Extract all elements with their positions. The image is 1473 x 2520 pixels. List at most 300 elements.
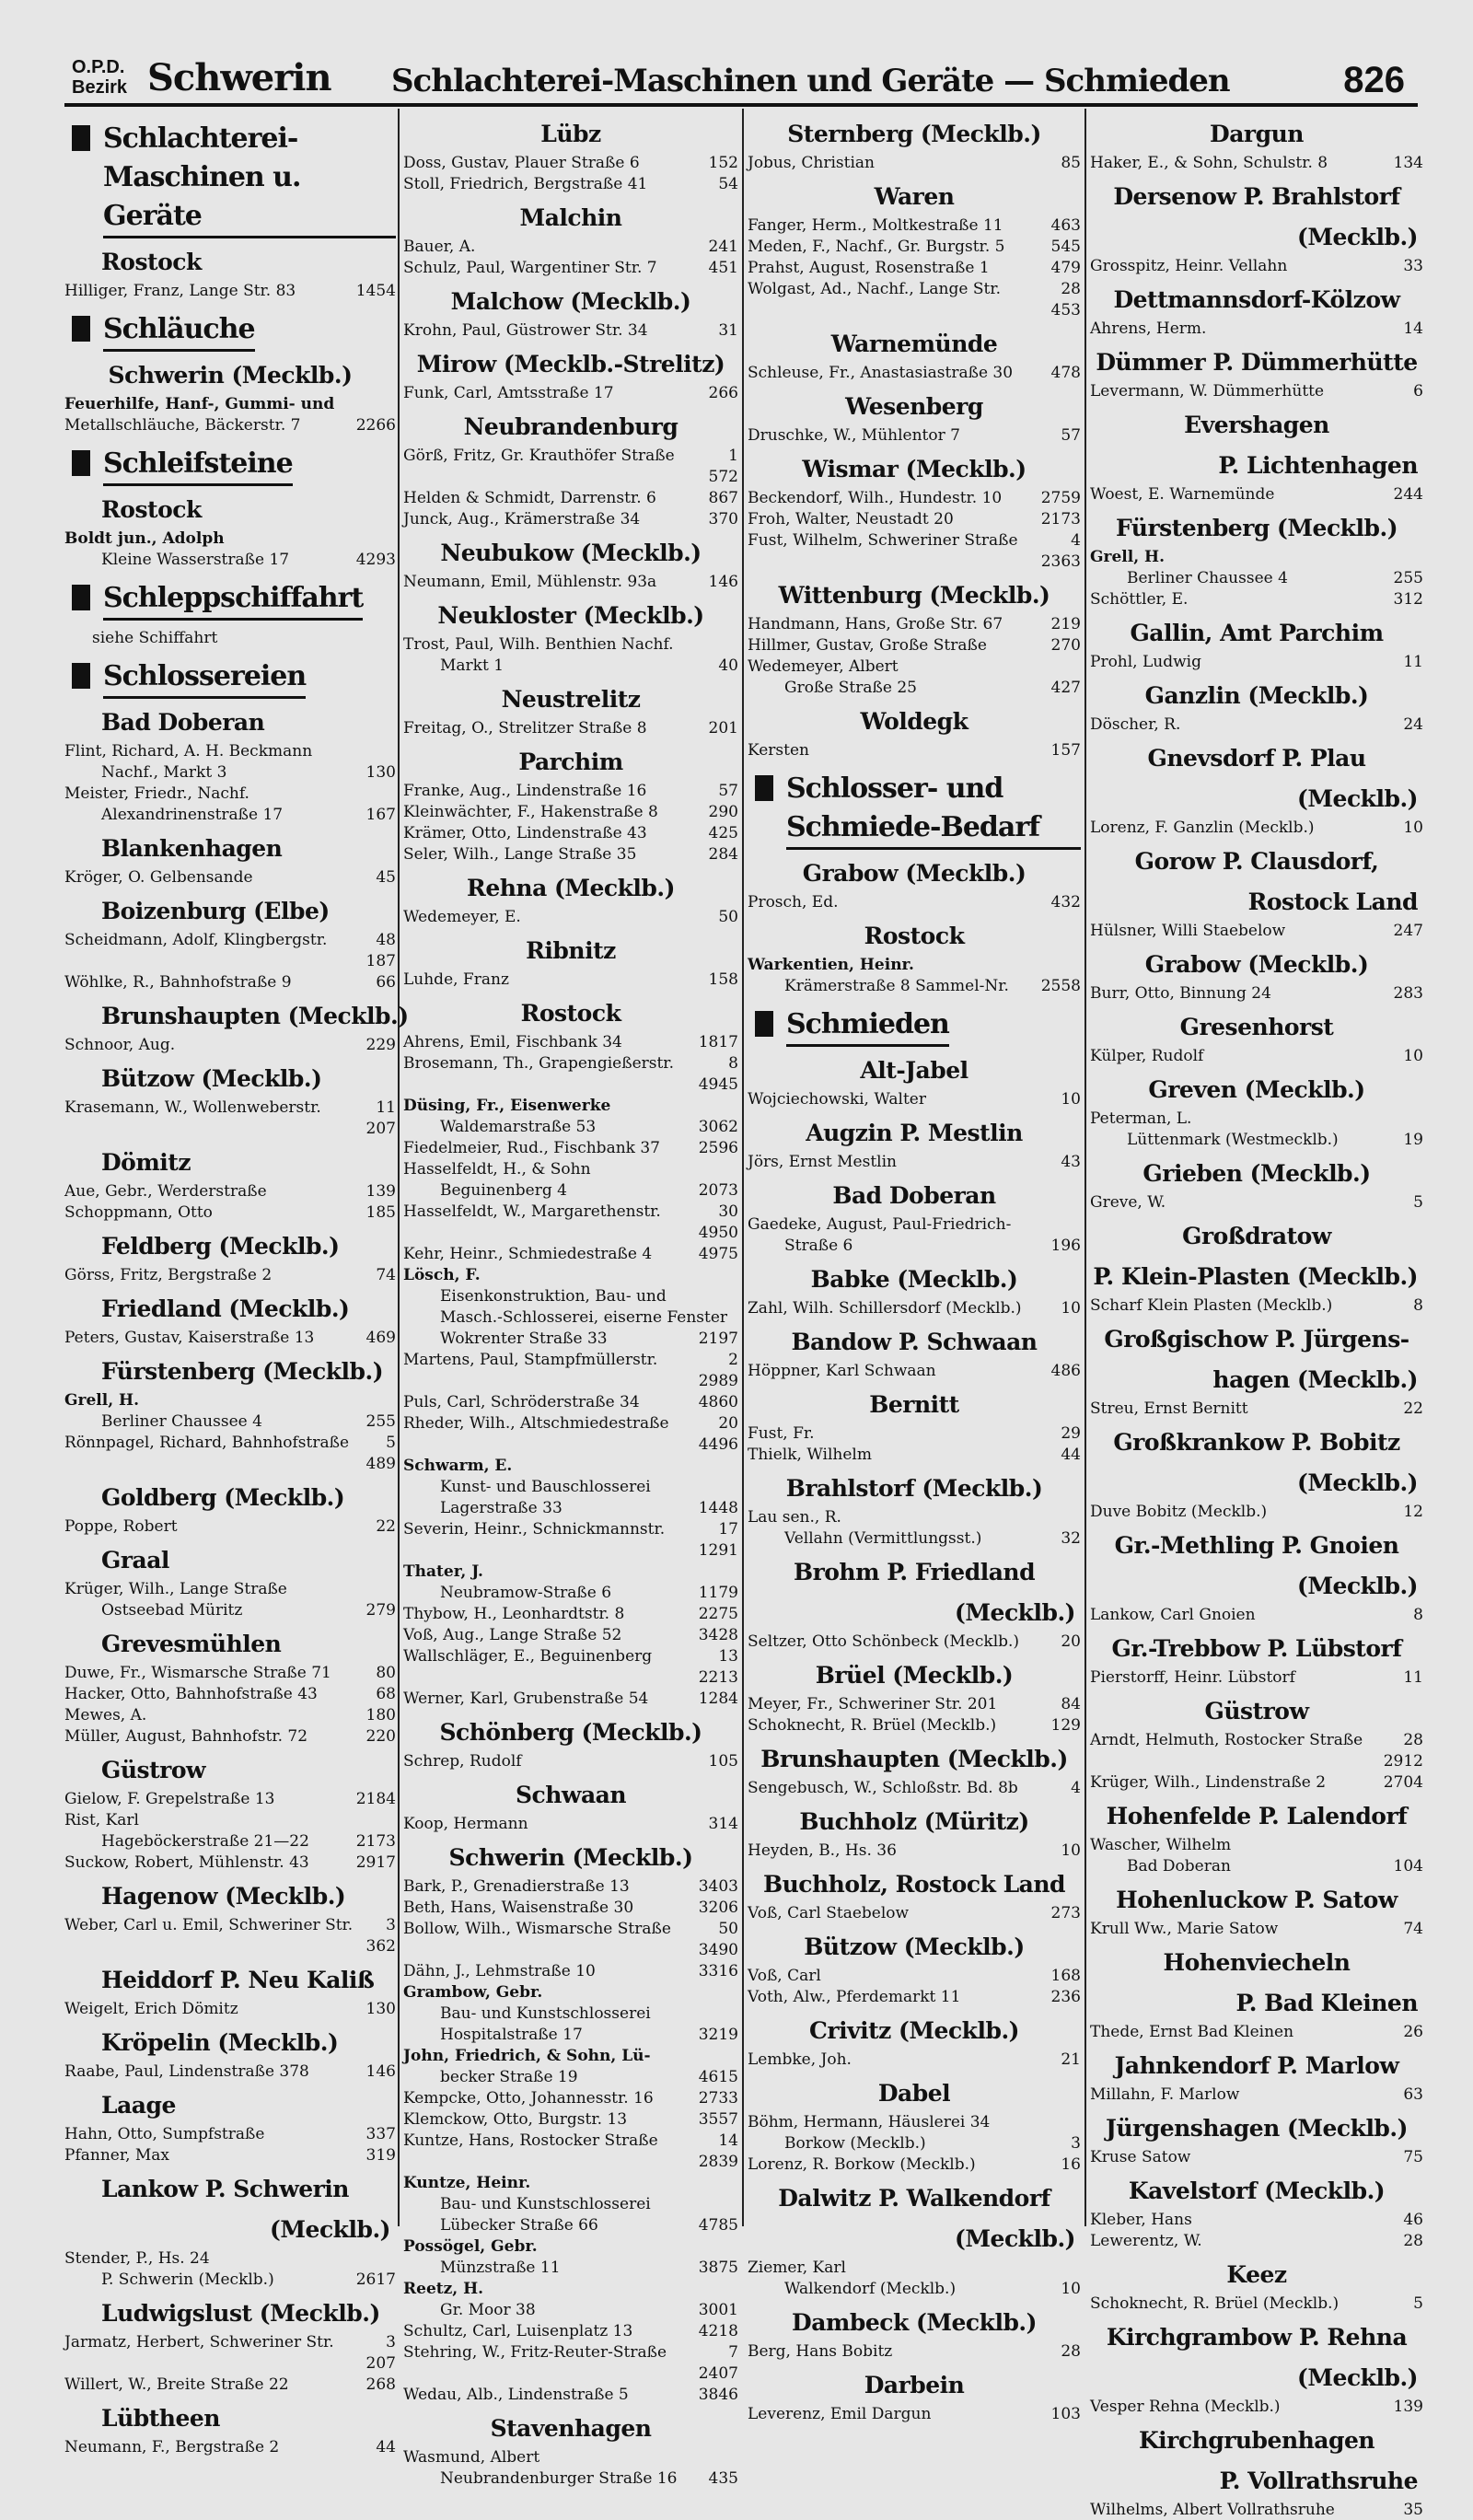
listing-entry	[748, 2154, 1081, 2175]
listing-entry	[403, 1265, 738, 1285]
category-marker-icon	[72, 663, 90, 689]
listing-entry	[403, 1814, 738, 1834]
entry-name: Wedemeyer, E.	[403, 908, 521, 926]
listing-entry	[403, 1498, 738, 1518]
category-marker-icon	[72, 585, 90, 610]
listing-entry	[403, 2025, 738, 2045]
entry-name: Pfanner, Max	[64, 2146, 170, 2165]
entry-name: Neumann, Emil, Mühlenstr. 93a	[403, 573, 657, 591]
category-heading	[72, 657, 396, 699]
listing-entry	[1090, 484, 1423, 505]
listing-entry	[64, 550, 396, 570]
entry-phone-number: 19	[1403, 1131, 1423, 1149]
entry-phone-number: 3062	[698, 1118, 738, 1136]
entry-phone-number: 8	[1413, 1296, 1423, 1315]
town-heading: Feldberg (Mecklb.)	[101, 1233, 340, 1260]
entry-phone-number: 50	[718, 1920, 738, 1938]
category-marker-icon	[755, 775, 773, 801]
entry-name: Scheidmann, Adolf, Klingbergstr.	[64, 931, 328, 949]
town-heading: (Mecklb.)	[270, 2216, 390, 2243]
listing-entry	[1090, 1772, 1423, 1793]
entry-name: Thater, J.	[403, 1562, 483, 1581]
entry-name: Hageböckerstraße 21—22	[101, 1832, 309, 1851]
entry-name: Grell, H.	[1090, 548, 1166, 566]
entry-name: Meister, Friedr., Nachf.	[64, 784, 249, 803]
entry-name: Eisenkonstruktion, Bau- und	[440, 1287, 667, 1306]
entry-phone-number: 3846	[698, 2386, 738, 2404]
listing-entry	[748, 1841, 1081, 1861]
entry-phone-number: 236	[1050, 1988, 1081, 2006]
town-heading: Dersenow P. Brahlstorf	[1113, 183, 1400, 210]
entry-phone-number: 35	[1403, 2501, 1423, 2519]
entry-name: Wascher, Wilhelm	[1090, 1836, 1232, 1854]
listing-entry	[748, 2258, 1081, 2278]
listing-entry	[748, 1987, 1081, 2007]
entry-name: Walkendorf (Mecklb.)	[784, 2280, 957, 2298]
listing-entry	[64, 867, 396, 888]
entry-phone-number: 4	[1071, 531, 1081, 550]
entry-name: Wokrenter Straße 33	[440, 1330, 608, 1348]
entry-name: Prohl, Ludwig	[1090, 653, 1201, 671]
town-heading: Hohenfelde P. Lalendorf	[1106, 1803, 1408, 1829]
town-heading: Hohenluckow P. Satow	[1116, 1887, 1398, 1913]
category-label: Schmieden	[786, 1005, 949, 1047]
entry-phone-number: 26	[1403, 2023, 1423, 2041]
town-heading: Großkrankow P. Bobitz	[1113, 1429, 1400, 1456]
town-heading: Kirchgrambow P. Rehna	[1106, 2324, 1408, 2351]
entry-name: Millahn, F. Marlow	[1090, 2085, 1240, 2104]
listing-entry	[748, 258, 1081, 278]
listing-entry	[64, 930, 396, 950]
listing-entry	[64, 1600, 396, 1620]
town-heading: Heiddorf P. Neu Kaliß	[101, 1967, 375, 1993]
entry-phone-number: 196	[1050, 1237, 1081, 1255]
listing-entry	[403, 237, 738, 257]
town-heading: Wesenberg	[845, 393, 983, 420]
listing-entry	[403, 1456, 738, 1476]
listing-entry	[403, 844, 738, 865]
entry-phone-number: 28	[1403, 1731, 1423, 1749]
entry-phone-number	[733, 1286, 738, 1306]
entry-name: Grell, H.	[64, 1391, 140, 1410]
entry-name: Müller, August, Bahnhofstr. 72	[64, 1727, 308, 1746]
entry-phone-number	[733, 1265, 738, 1285]
entry-phone-number: 3316	[698, 1962, 738, 1980]
entry-phone-number: 33	[1403, 257, 1423, 275]
town-heading: Großgischow P. Jürgens-	[1104, 1326, 1409, 1353]
listing-entry	[403, 2300, 738, 2320]
entry-name: Bollow, Wilh., Wismarsche Straße	[403, 1920, 671, 1938]
entry-name: Schulz, Paul, Wargentiner Str. 7	[403, 259, 657, 277]
listing-entry	[1090, 256, 1423, 276]
category-heading	[755, 770, 1081, 850]
entry-name: Döscher, R.	[1090, 715, 1181, 734]
entry-name: Burr, Otto, Binnung 24	[1090, 984, 1271, 1003]
entry-phone-number: 12	[1403, 1503, 1423, 1521]
entry-phone-number: 427	[1050, 679, 1081, 697]
entry-name: Kuntze, Hans, Rostocker Straße	[403, 2131, 658, 2150]
entry-phone-number: 2213	[698, 1668, 738, 1687]
town-heading: Schwerin (Mecklb.)	[448, 1844, 693, 1871]
town-heading: Keez	[1226, 2261, 1287, 2288]
listing-entry	[64, 1516, 396, 1537]
listing-entry	[748, 2050, 1081, 2070]
town-heading: hagen (Mecklb.)	[1212, 1366, 1418, 1393]
listing-entry	[1090, 1046, 1423, 1066]
town-heading: Evershagen	[1184, 412, 1329, 438]
entry-name: Berliner Chaussee 4	[101, 1412, 262, 1431]
page-number: 826	[1343, 60, 1405, 100]
entry-phone-number: 4860	[698, 1393, 738, 1411]
listing-entry	[64, 1097, 396, 1118]
listing-entry	[64, 951, 396, 971]
entry-phone-number	[733, 2003, 738, 2024]
entry-phone-number: 74	[376, 1266, 396, 1284]
listing-entry	[1090, 1109, 1423, 1129]
listing-entry	[64, 2124, 396, 2144]
listing-entry	[1090, 153, 1423, 173]
listing-entry	[403, 2046, 738, 2066]
listing-entry	[403, 2131, 738, 2151]
entry-phone-number: 13	[718, 1647, 738, 1666]
entry-name: Fiedelmeier, Rud., Fischbank 37	[403, 1139, 660, 1157]
entry-phone-number	[1075, 955, 1081, 975]
entry-phone-number: 7	[728, 2343, 738, 2362]
entry-name: Beth, Hans, Waisenstraße 30	[403, 1899, 634, 1917]
entry-name: Warkentien, Heinr.	[748, 956, 914, 974]
entry-phone-number: 1448	[698, 1499, 738, 1517]
entry-phone-number: 50	[718, 908, 738, 926]
entry-name: Prosch, Ed.	[748, 893, 839, 912]
town-heading: Kirchgrubenhagen	[1138, 2427, 1375, 2454]
entry-phone-number: 266	[708, 384, 738, 402]
town-heading: P. Klein-Plasten (Mecklb.)	[1093, 1263, 1418, 1290]
town-heading: Wittenburg (Mecklb.)	[778, 582, 1050, 609]
entry-phone-number: 28	[1061, 280, 1081, 298]
entry-name: Kunst- und Bauschlosserei	[440, 1478, 651, 1496]
entry-name: Wöhlke, R., Bahnhofstraße 9	[64, 973, 292, 992]
entry-phone-number: 21	[1061, 2050, 1081, 2069]
entry-phone-number: 314	[708, 1815, 738, 1833]
entry-name: Schrep, Rudolf	[403, 1752, 522, 1771]
entry-phone-number: 2596	[698, 1139, 738, 1157]
listing-entry	[748, 215, 1081, 236]
listing-entry	[1090, 2147, 1423, 2167]
entry-phone-number: 11	[376, 1098, 396, 1117]
entry-phone-number: 43	[1061, 1153, 1081, 1171]
listing-entry	[1090, 2397, 1423, 2417]
listing-entry	[403, 1540, 738, 1561]
town-heading: Kavelstorf (Mecklb.)	[1128, 2177, 1386, 2204]
listing-entry	[403, 2003, 738, 2024]
entry-phone-number: 1291	[698, 1541, 738, 1560]
entry-name: Ahrens, Herm.	[1090, 319, 1207, 338]
entry-name: Krämerstraße 8 Sammel-Nr.	[784, 977, 1009, 995]
entry-name: Bad Doberan	[1127, 1857, 1231, 1875]
listing-entry	[403, 1096, 738, 1116]
listing-entry	[403, 1646, 738, 1666]
town-heading: Blankenhagen	[101, 835, 283, 862]
town-heading: Bützow (Mecklb.)	[804, 1934, 1025, 1960]
town-heading: Bad Doberan	[101, 709, 265, 736]
town-heading: Dargun	[1210, 121, 1304, 147]
town-heading: Sternberg (Mecklb.)	[787, 121, 1041, 147]
entry-phone-number: 17	[718, 1520, 738, 1539]
town-heading: Babke (Mecklb.)	[810, 1266, 1018, 1293]
entry-phone-number: 241	[708, 238, 738, 256]
category-label: Schlosser- und Schmiede-Bedarf	[786, 770, 1081, 850]
entry-name: Görss, Fritz, Bergstraße 2	[64, 1266, 273, 1284]
entry-phone-number: 139	[1393, 2398, 1423, 2416]
listing-entry	[748, 1966, 1081, 1986]
entry-name: Schoknecht, R. Brüel (Mecklb.)	[748, 1716, 997, 1735]
listing-entry	[403, 1940, 738, 1960]
town-heading: Grabow (Mecklb.)	[802, 860, 1026, 887]
entry-name: Kehr, Heinr., Schmiedestraße 4	[403, 1245, 653, 1263]
town-heading: Laage	[101, 2092, 176, 2119]
entry-phone-number: 20	[718, 1414, 738, 1433]
entry-phone-number	[1418, 1109, 1423, 1129]
entry-phone-number: 2197	[698, 1330, 738, 1348]
entry-phone-number: 207	[365, 2354, 396, 2373]
listing-entry	[64, 2332, 396, 2352]
entry-phone-number: 2912	[1383, 1752, 1423, 1771]
listing-entry	[64, 528, 396, 549]
entry-name: Luhde, Franz	[403, 970, 509, 989]
entry-name: Zahl, Wilh. Schillersdorf (Mecklb.)	[748, 1299, 1022, 1318]
entry-name: Wojciechowski, Walter	[748, 1090, 926, 1109]
entry-name: Lewerentz, W.	[1090, 2232, 1202, 2250]
listing-entry	[403, 1625, 738, 1645]
entry-name: Ziemer, Karl	[748, 2259, 846, 2277]
town-heading: Graal	[101, 1547, 169, 1574]
town-heading: (Mecklb.)	[1297, 224, 1418, 250]
category-marker-icon	[72, 125, 90, 151]
town-heading: Gorow P. Clausdorf,	[1134, 848, 1379, 875]
listing-entry	[64, 1265, 396, 1285]
entry-phone-number	[733, 1982, 738, 2003]
entry-name: Grosspitz, Heinr. Vellahn	[1090, 257, 1288, 275]
entry-name: Gielow, F. Grepelstraße 13	[64, 1790, 275, 1808]
entry-name: Krüger, Wilh., Lange Straße	[64, 1580, 287, 1598]
town-heading: Rehna (Mecklb.)	[467, 875, 675, 901]
entry-phone-number: 129	[1050, 1716, 1081, 1735]
header-section-title: Schlachterei-Maschinen und Geräte — Schmieden	[391, 63, 1230, 99]
entry-phone-number: 2839	[698, 2153, 738, 2171]
listing-entry	[748, 1632, 1081, 1652]
town-heading: Güstrow	[1204, 1698, 1309, 1725]
entry-name: Schnoor, Aug.	[64, 1036, 176, 1054]
entry-phone-number	[733, 634, 738, 655]
town-heading: P. Bad Kleinen	[1235, 1990, 1418, 2016]
entry-name: Hilliger, Franz, Lange Str. 83	[64, 282, 296, 300]
entry-name: Thielk, Wilhelm	[748, 1446, 872, 1464]
entry-phone-number: 74	[1403, 1920, 1423, 1938]
entry-name: Neumann, F., Bergstraße 2	[64, 2438, 280, 2456]
entry-name: Kuntze, Heinr.	[403, 2174, 531, 2192]
town-heading: Stavenhagen	[490, 2415, 652, 2442]
listing-entry	[403, 2067, 738, 2087]
entry-name: Bauer, A.	[403, 238, 476, 256]
entry-name: Funk, Carl, Amtsstraße 17	[403, 384, 614, 402]
town-heading: Rostock	[101, 496, 202, 523]
entry-phone-number: 1179	[698, 1584, 738, 1602]
entry-phone-number: 478	[1050, 364, 1081, 382]
listing-entry	[403, 2109, 738, 2130]
entry-phone-number: 247	[1393, 922, 1423, 940]
listing-entry	[1090, 921, 1423, 941]
entry-phone-number: 30	[718, 1202, 738, 1221]
town-heading: Jürgenshagen (Mecklb.)	[1106, 2115, 1408, 2142]
entry-name: Haker, E., & Sohn, Schulstr. 8	[1090, 154, 1328, 172]
entry-phone-number: 319	[365, 2146, 396, 2165]
entry-name: Schöttler, E.	[1090, 590, 1189, 609]
entry-phone-number: 11	[1403, 653, 1423, 671]
town-heading: Fürstenberg (Mecklb.)	[1115, 515, 1398, 541]
entry-phone-number	[733, 2046, 738, 2066]
listing-entry	[748, 955, 1081, 975]
entry-phone-number: 2407	[698, 2364, 738, 2383]
entry-phone-number: 1454	[355, 282, 396, 300]
entry-name: Gaedeke, August, Paul-Friedrich-	[748, 1215, 1012, 1234]
entry-name: Krüger, Wilh., Lindenstraße 2	[1090, 1773, 1327, 1792]
entry-phone-number: 489	[365, 1455, 396, 1473]
listing-entry	[403, 1202, 738, 1222]
entry-phone-number	[733, 2173, 738, 2193]
listing-entry	[403, 2258, 738, 2278]
entry-phone-number: 2704	[1383, 1773, 1423, 1792]
listing-entry	[403, 1562, 738, 1582]
listing-entry	[1090, 1667, 1423, 1688]
listing-entry	[748, 1298, 1081, 1318]
entry-phone-number: 290	[708, 803, 738, 821]
entry-name: Klemckow, Otto, Burgstr. 13	[403, 2110, 628, 2129]
entry-phone-number: 8	[1413, 1606, 1423, 1624]
listing-entry	[64, 2061, 396, 2082]
entry-name: Schleuse, Fr., Anastasiastraße 30	[748, 364, 1014, 382]
listing-entry	[403, 2385, 738, 2405]
entry-phone-number: 32	[1061, 1529, 1081, 1548]
entry-name: Sengebusch, W., Schloßstr. Bd. 8b	[748, 1779, 1018, 1797]
entry-name: Schwarm, E.	[403, 1457, 513, 1475]
listing-entry	[748, 1361, 1081, 1381]
listing-entry	[64, 1936, 396, 1957]
entry-phone-number: 46	[1403, 2211, 1423, 2229]
listing-entry	[1090, 1730, 1423, 1750]
entry-phone-number: 66	[376, 973, 396, 992]
entry-phone-number: 80	[376, 1664, 396, 1682]
entry-name: Boldt jun., Adolph	[64, 529, 225, 548]
entry-phone-number: 3490	[698, 1941, 738, 1959]
listing-entry	[748, 1214, 1081, 1235]
entry-name: Waldemarstraße 53	[440, 1118, 597, 1136]
entry-name: Kleine Wasserstraße 17	[101, 551, 290, 569]
entry-phone-number: 14	[1403, 319, 1423, 338]
town-heading: Buchholz, Rostock Land	[762, 1871, 1066, 1898]
entry-phone-number: 130	[365, 763, 396, 782]
entry-phone-number: 432	[1050, 893, 1081, 912]
entry-name: Kröger, O. Gelbensande	[64, 868, 253, 887]
listing-entry	[64, 2437, 396, 2457]
entry-phone-number: 435	[708, 2469, 738, 2488]
listing-entry	[403, 1604, 738, 1624]
listing-entry	[64, 2375, 396, 2395]
entry-phone-number	[733, 2279, 738, 2299]
entry-name: Krämer, Otto, Lindenstraße 43	[403, 824, 647, 842]
entry-phone-number: 486	[1050, 1362, 1081, 1380]
entry-name: Seler, Wilh., Lange Straße 35	[403, 845, 637, 864]
listing-entry	[403, 446, 738, 466]
entry-phone-number: 545	[1050, 238, 1081, 256]
listing-entry	[403, 2215, 738, 2235]
column-divider	[398, 109, 400, 2226]
entry-phone-number: 362	[365, 1937, 396, 1956]
entry-phone-number: 273	[1050, 1904, 1081, 1922]
listing-entry	[403, 1392, 738, 1412]
entry-name: Lösch, F.	[403, 1266, 481, 1284]
entry-phone-number: 469	[365, 1329, 396, 1347]
town-heading: (Mecklb.)	[1297, 785, 1418, 812]
listing-entry	[64, 741, 396, 761]
entry-phone-number: 3875	[698, 2259, 738, 2277]
town-heading: Malchin	[519, 204, 622, 231]
entry-name: Neubramow-Straße 6	[440, 1584, 612, 1602]
entry-phone-number	[733, 2447, 738, 2468]
entry-name: Scharf Klein Plasten (Mecklb.)	[1090, 1296, 1333, 1315]
listing-entry	[1090, 319, 1423, 339]
listing-entry	[403, 1286, 738, 1306]
entry-phone-number	[390, 2248, 396, 2269]
listing-entry	[64, 784, 396, 804]
listing-entry	[403, 2152, 738, 2172]
listing-entry	[1090, 714, 1423, 735]
listing-entry	[403, 634, 738, 655]
entry-phone-number: 16	[1061, 2155, 1081, 2174]
entry-name: Thybow, H., Leonhardtstr. 8	[403, 1605, 625, 1623]
town-heading: Bützow (Mecklb.)	[101, 1065, 322, 1092]
entry-phone-number: 4785	[698, 2216, 738, 2235]
entry-phone-number: 207	[365, 1120, 396, 1138]
entry-name: Koop, Hermann	[403, 1815, 528, 1833]
town-heading: Rostock	[864, 923, 965, 949]
entry-name: Martens, Paul, Stampfmüllerstr.	[403, 1351, 658, 1369]
town-heading: Großdratow	[1182, 1223, 1331, 1249]
entry-name: Weber, Carl u. Emil, Schweriner Str.	[64, 1916, 354, 1934]
entry-name: Mewes, A.	[64, 1706, 147, 1725]
listing-entry	[748, 2112, 1081, 2132]
listing-entry	[403, 718, 738, 738]
entry-name: Straße 6	[784, 1237, 853, 1255]
listing-entry	[64, 1328, 396, 1348]
listing-entry	[403, 907, 738, 927]
entry-name: Lüttenmark (Westmecklb.)	[1127, 1131, 1339, 1149]
entry-name: Borkow (Mecklb.)	[784, 2134, 926, 2153]
entry-phone-number: 451	[708, 259, 738, 277]
entry-phone-number: 3428	[698, 1626, 738, 1644]
entry-phone-number: 158	[708, 970, 738, 989]
listing-entry	[1090, 2210, 1423, 2230]
entry-phone-number: 2	[728, 1351, 738, 1369]
town-heading: Boizenburg (Elbe)	[101, 898, 330, 924]
entry-phone-number: 1817	[698, 1033, 738, 1051]
entry-name: Meden, F., Nachf., Gr. Burgstr. 5	[748, 238, 1005, 256]
listing-entry	[64, 1579, 396, 1599]
entry-phone-number: 20	[1061, 1632, 1081, 1651]
entry-phone-number: 5	[1413, 2294, 1423, 2313]
entry-name: Bau- und Kunstschlosserei	[440, 2004, 651, 2023]
entry-phone-number: 4945	[698, 1075, 738, 1094]
entry-name: Krull Ww., Marie Satow	[1090, 1920, 1279, 1938]
